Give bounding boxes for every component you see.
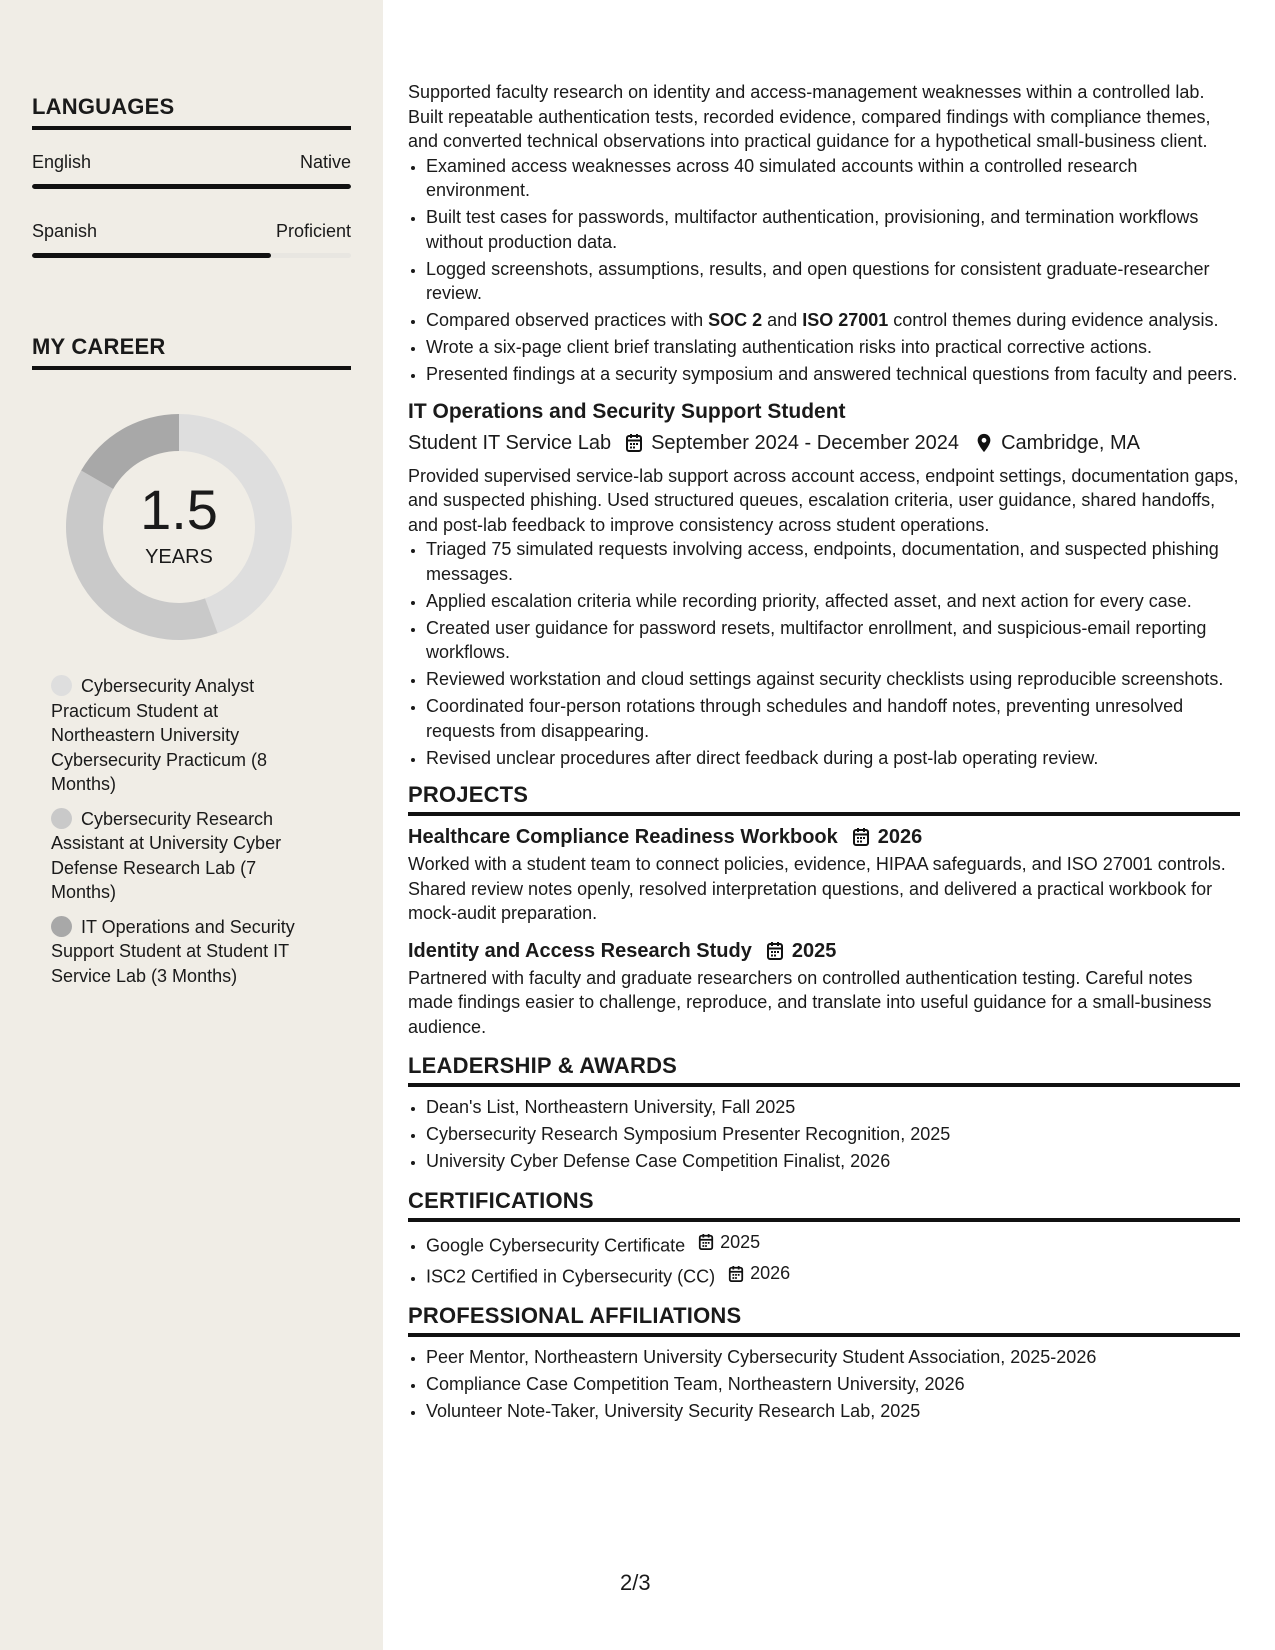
job-dates: September 2024 - December 2024 (651, 431, 960, 454)
career-item-label: Cybersecurity Analyst Practicum Student at Northeastern University Cybersecurity Practicum (8 Months) (51, 676, 268, 794)
leadership-item: • University Cyber Defense Case Competition Finalist, 2026 (426, 1149, 1240, 1174)
job-meta (408, 430, 1240, 456)
job-bullets (408, 537, 1240, 770)
leadership-heading: LEADERSHIP & AWARDS (408, 1053, 1240, 1087)
leadership-item: • Dean's List, Northeastern University, Fall 2025 (426, 1095, 1240, 1120)
job-location: Cambridge, MA (1001, 431, 1140, 454)
calendar-icon (766, 941, 784, 961)
bullet-text: Compared observed practices with (426, 310, 709, 330)
language-bar-fill (32, 253, 271, 258)
experience-bullets (408, 154, 1240, 387)
leadership-list (408, 1095, 1240, 1174)
projects-heading: PROJECTS (408, 782, 1240, 816)
certifications-heading: CERTIFICATIONS (408, 1188, 1240, 1222)
career-heading: MY CAREER (32, 334, 351, 370)
career-dot-icon (51, 675, 72, 696)
project-desc: Partnered with faculty and graduate researchers on controlled authentication testing. Careful notes made findings easier to challenge, reproduce, and translate into useful guidance for a small-business audience. (408, 967, 1212, 1037)
job-bullet: • Created user guidance for password resets, multifactor enrollment, and suspicious-email reporting workflows. (426, 616, 1240, 665)
languages-heading: LANGUAGES (32, 94, 351, 130)
bullet-text: control themes during evidence analysis. (888, 310, 1219, 330)
project-title: Healthcare Compliance Readiness Workbook (408, 826, 838, 848)
language-bar-spanish (32, 253, 351, 258)
calendar-icon (852, 827, 870, 847)
language-bar-fill (32, 184, 351, 189)
job-bullet: • Applied escalation criteria while recording priority, affected asset, and next action for every case. (426, 589, 1240, 614)
sidebar (0, 0, 383, 1650)
language-level: Proficient (275, 221, 351, 241)
job-bullet: • Reviewed workstation and cloud settings against security checklists using reproducible screenshots. (426, 667, 1240, 692)
career-item (51, 807, 321, 905)
job-bullet: • Triaged 75 simulated requests involving access, endpoints, documentation, and suspected phishing messages. (426, 537, 1240, 586)
certification-item (426, 1261, 1240, 1289)
language-row-english (32, 152, 351, 173)
project-title-row (408, 824, 1240, 850)
leadership-item: • Cybersecurity Research Symposium Presenter Recognition, 2025 (426, 1122, 1240, 1147)
job-summary: Provided supervised service-lab support across account access, endpoint settings, documentation gaps, and suspected phishing. Used structured queues, escalation criteria, user guidance, shared handoffs, and post-lab feedback to improve consistency across student operations. (408, 465, 1239, 535)
project-year: 2026 (877, 826, 923, 848)
career-donut (66, 414, 292, 640)
project-year: 2025 (791, 939, 837, 962)
main-content (408, 80, 1240, 1426)
experience-bullet (426, 308, 1240, 333)
career-donut-center (66, 414, 292, 640)
certification-year: 2025 (720, 1231, 761, 1252)
bullet-bold-text: ISO 27001 (802, 310, 889, 330)
page-number: 2/3 (620, 1570, 651, 1595)
language-level: Native (299, 152, 351, 172)
affiliation-item: • Volunteer Note-Taker, University Security Research Lab, 2025 (426, 1399, 1240, 1424)
job-bullet: • Revised unclear procedures after direct feedback during a post-lab operating review. (426, 746, 1240, 771)
certification-name: Google Cybersecurity Certificate (426, 1234, 686, 1255)
experience-bullet: • Logged screenshots, assumptions, results, and open questions for consistent graduate-researcher review. (426, 257, 1240, 306)
language-row-spanish (32, 221, 351, 242)
affiliations-list (408, 1345, 1240, 1424)
career-item (51, 915, 321, 989)
job-org: Student IT Service Lab (408, 431, 612, 454)
career-total-unit: YEARS (145, 545, 213, 568)
certification-date (728, 1261, 790, 1286)
experience-bullet: • Examined access weaknesses across 40 simulated accounts within a controlled research environment. (426, 154, 1240, 203)
experience-summary: Supported faculty research on identity and access-management weaknesses within a controlled lab. Built repeatable authentication tests, recorded evidence, compared findings with compliance themes, and converted technical observations into practical guidance for a hypothetical small-business client. (408, 82, 1211, 151)
certification-date (698, 1230, 760, 1255)
affiliations-heading: PROFESSIONAL AFFILIATIONS (408, 1303, 1240, 1337)
career-item-label: IT Operations and Security Support Student at Student IT Service Lab (3 Months) (51, 916, 295, 986)
experience-bullet: • Presented findings at a security symposium and answered technical questions from faculty and peers. (426, 362, 1240, 387)
calendar-icon (625, 433, 643, 453)
certification-name: ISC2 Certified in Cybersecurity (CC) (426, 1266, 716, 1287)
language-bar-english (32, 184, 351, 189)
experience-bullet: • Built test cases for passwords, multifactor authentication, provisioning, and termination workflows without production data. (426, 205, 1240, 254)
language-name: English (32, 152, 92, 172)
job-title: IT Operations and Security Support Student (408, 399, 846, 423)
certifications-list (408, 1230, 1240, 1290)
career-total-value: 1.5 (140, 477, 218, 541)
experience-bullet: • Wrote a six-page client brief translating authentication risks into practical corrective actions. (426, 335, 1240, 360)
project-desc: Worked with a student team to connect policies, evidence, HIPAA safeguards, and ISO 27001 controls. Shared review notes openly, resolved interpretation questions, and delivered a practical workbook for mock-audit preparation. (408, 854, 1226, 923)
certification-item (426, 1230, 1240, 1258)
project-title: Identity and Access Research Study (408, 939, 752, 962)
bullet-text: and (762, 310, 803, 330)
affiliation-item: • Compliance Case Competition Team, Northeastern University, 2026 (426, 1372, 1240, 1397)
career-item-label: Cybersecurity Research Assistant at University Cyber Defense Research Lab (7 Months) (51, 808, 282, 902)
location-pin-icon (975, 433, 993, 453)
career-dot-icon (51, 808, 72, 829)
career-dot-icon (51, 916, 72, 937)
career-list (51, 674, 321, 998)
job-bullet: • Coordinated four-person rotations through schedules and handoff notes, preventing unresolved requests from disappearing. (426, 694, 1240, 743)
affiliation-item: • Peer Mentor, Northeastern University Cybersecurity Student Association, 2025-2026 (426, 1345, 1240, 1370)
project-title-row (408, 938, 1240, 964)
career-item (51, 674, 321, 797)
bullet-bold-text: SOC 2 (708, 310, 763, 330)
calendar-icon (698, 1233, 714, 1251)
language-name: Spanish (32, 221, 98, 241)
calendar-icon (728, 1265, 744, 1283)
certification-year: 2026 (750, 1263, 791, 1284)
